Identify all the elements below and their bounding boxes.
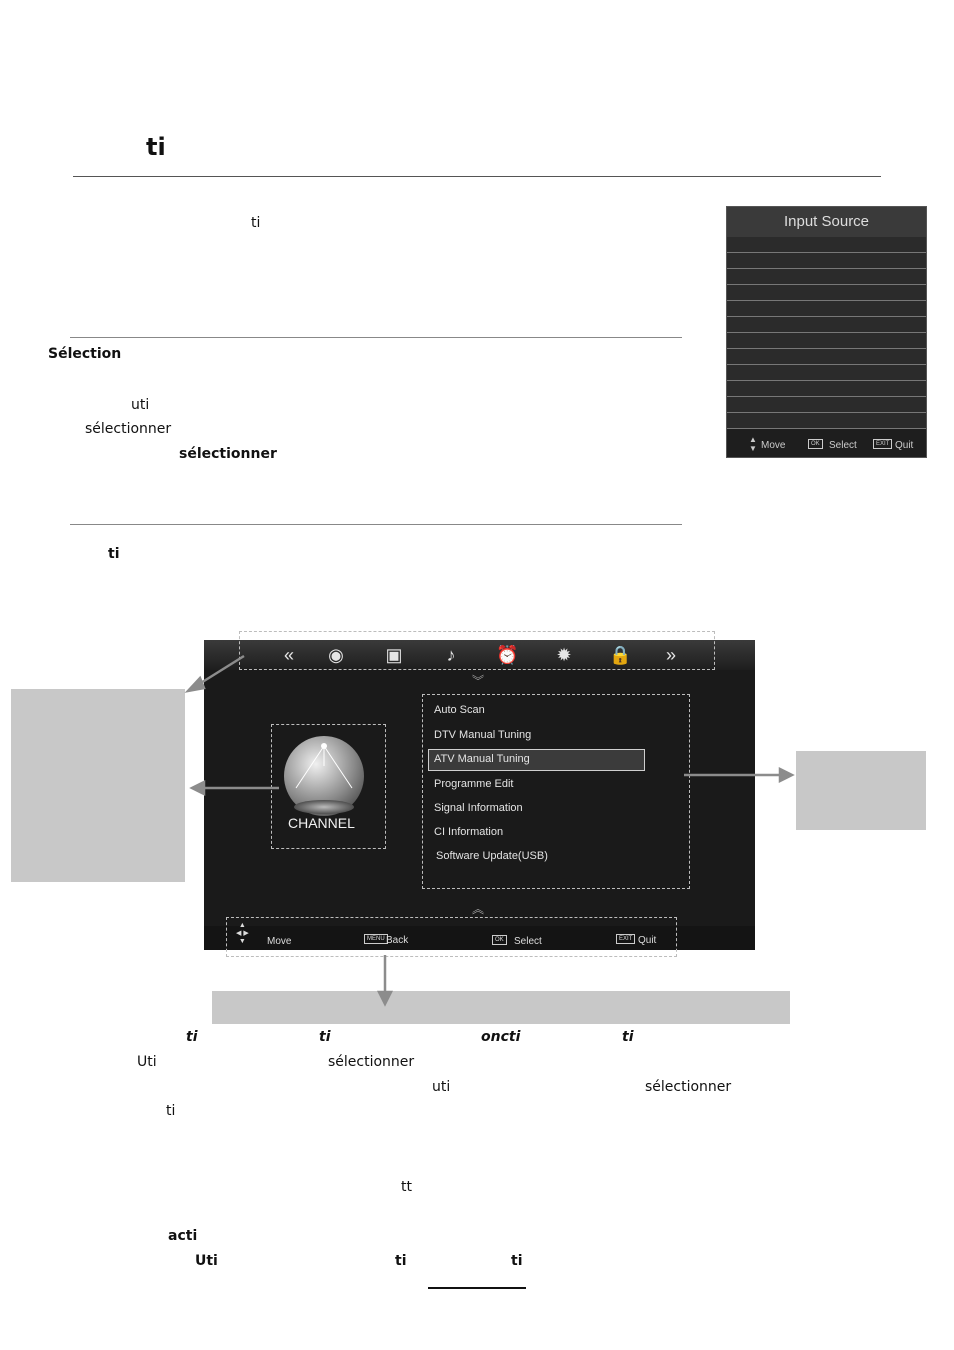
sound-icon[interactable]: ♪ (446, 645, 456, 665)
scroll-up-chevron-icon[interactable]: ︽ (472, 902, 485, 916)
row1-fragment-3: oncti (481, 1029, 521, 1045)
menu-item-signal-information[interactable]: Signal Information (434, 802, 523, 814)
picture-icon[interactable]: ▣ (385, 645, 403, 665)
row3-fragment-1: uti (432, 1079, 451, 1095)
row7-fragment-3: ti (511, 1253, 523, 1269)
category-label: CHANNEL (288, 815, 355, 831)
lock-icon[interactable]: 🔒 (609, 645, 632, 665)
row6-fragment-1: acti (168, 1228, 198, 1244)
exit-key-icon: EXIT (873, 439, 896, 450)
row7-fragment-2: ti (395, 1253, 407, 1269)
footer-move-label: Move (267, 936, 292, 947)
footer-quit-label: Quit (895, 440, 914, 451)
row3-fragment-2: sélectionner (645, 1079, 732, 1095)
menu-item-software-update[interactable]: Software Update(USB) (436, 850, 548, 862)
ok-key-icon: OK (492, 935, 511, 946)
line-uti: uti (131, 397, 150, 413)
menu-item-ci-information[interactable]: CI Information (434, 826, 504, 838)
footer-quit-label: Quit (638, 935, 657, 946)
row1-fragment-2: ti (319, 1029, 331, 1045)
footer-back-label: Back (386, 935, 409, 946)
input-source-title: Input Source (727, 207, 926, 237)
intro-fragment: ti (251, 215, 261, 231)
page-heading-fragment: ti (146, 133, 166, 161)
row1-fragment-1: ti (186, 1029, 198, 1045)
chevron-left-icon[interactable]: « (283, 645, 294, 665)
row2-fragment-2: sélectionner (328, 1054, 415, 1070)
ok-key-icon: OK (808, 439, 827, 450)
updown-arrow-icon: ▲ ▼ (749, 435, 757, 453)
row4-fragment-1: ti (166, 1103, 176, 1119)
menu-item-dtv-manual-tuning[interactable]: DTV Manual Tuning (434, 729, 532, 741)
exit-key-icon: EXIT (616, 934, 639, 945)
row1-fragment-4: ti (622, 1029, 634, 1045)
line-selectionner-bold: sélectionner (179, 446, 277, 462)
row2-fragment-1: Uti (137, 1054, 157, 1070)
footer-select-label: Select (829, 440, 857, 451)
menu-item-auto-scan[interactable]: Auto Scan (434, 704, 485, 716)
menu-item-atv-manual-tuning[interactable]: ATV Manual Tuning (434, 753, 530, 765)
menu-item-programme-edit[interactable]: Programme Edit (434, 778, 514, 790)
direction-arrows-icon: ▲ ◀ ▶ ▼ (236, 922, 249, 945)
chevron-right-icon[interactable]: » (665, 645, 676, 665)
setup-icon[interactable]: ✹ (556, 645, 572, 665)
row7-fragment-1: Uti (195, 1253, 218, 1269)
footer-select-label: Select (514, 936, 542, 947)
scroll-down-chevron-icon[interactable]: ︾ (472, 674, 485, 688)
row5-fragment-1: tt (401, 1179, 412, 1195)
menu-key-icon: MENU (364, 934, 392, 945)
channel-icon[interactable]: ◉ (328, 645, 344, 665)
footer-move-label: Move (761, 440, 786, 451)
time-icon[interactable]: ⏰ (496, 645, 519, 665)
line-selectionner: sélectionner (85, 421, 172, 437)
second-heading-fragment: ti (108, 546, 120, 562)
section-title: Sélection (48, 346, 122, 362)
footer-underline (428, 1287, 526, 1289)
